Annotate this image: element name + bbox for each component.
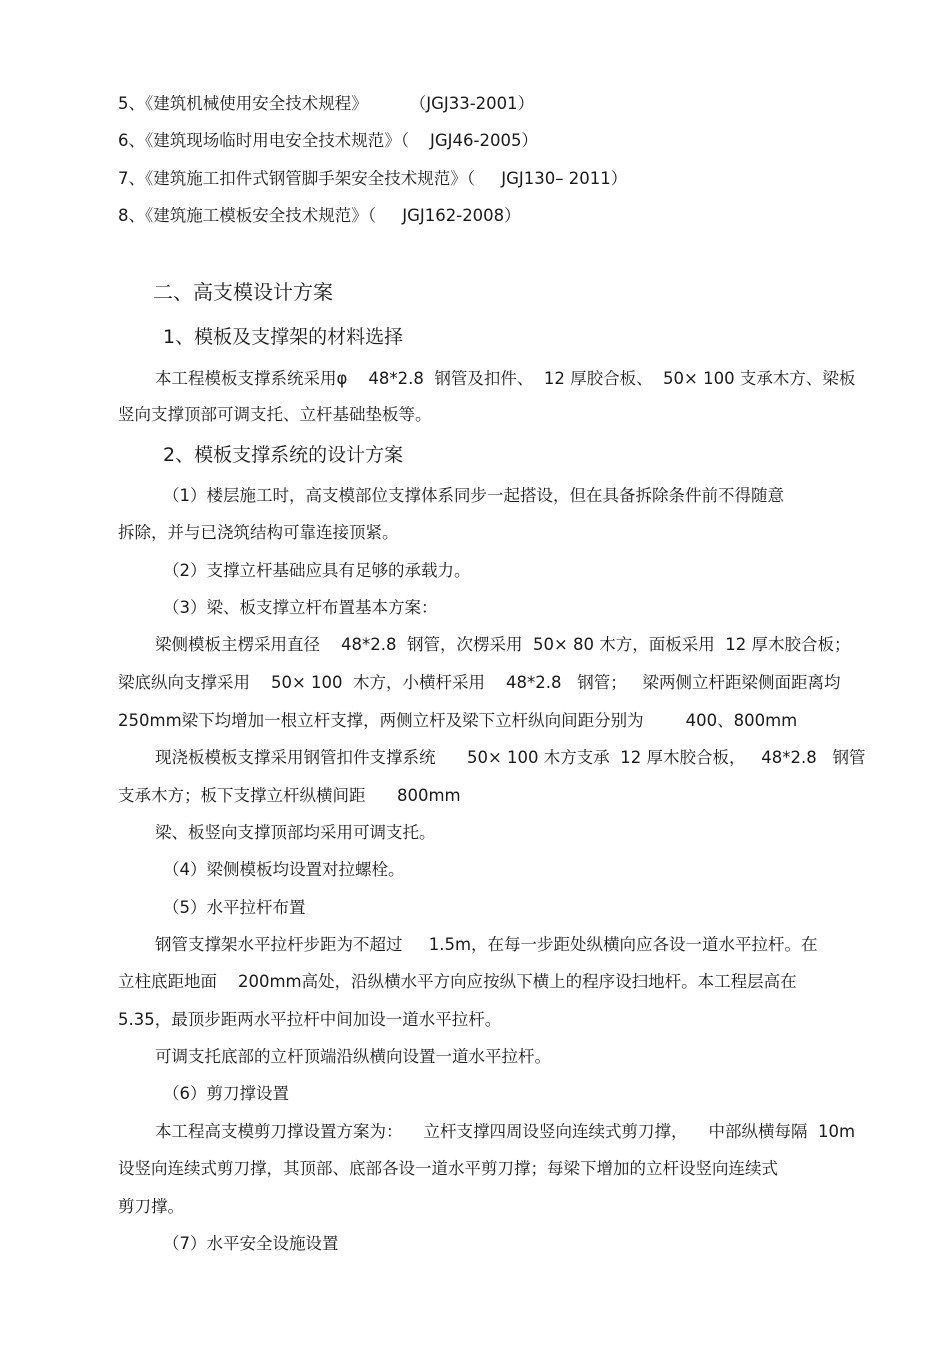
support-top-line: 梁、板竖向支撑顶部均采用可调支托。 [155,823,436,842]
reference-item-5: 5、《建筑机械使用安全技术规程》 （JGJ33-2001） [118,94,535,113]
item-7: （7）水平安全设施设置 [163,1234,339,1253]
horizontal-paragraph-line: 钢管支撑架水平拉杆步距为不超过 1.5m，在每一步距处纵横向应各设一道水平拉杆。在 [155,935,818,954]
horizontal-paragraph-line: 5.35，最顶步距两水平拉杆中间加设一道水平拉杆。 [118,1010,502,1029]
subsection-title-2: 2、模板支撑系统的设计方案 [163,444,404,466]
paragraph-line: 本工程模板支撑系统采用φ 48*2.8 钢管及扣件、 12 厚胶合板、 50× 100 支承木方、梁板 [155,369,856,388]
reference-item-8: 8、《建筑施工模板安全技术规范》（ JGJ162-2008） [118,206,521,225]
scissor-paragraph-line: 设竖向连续式剪刀撑，其顶部、底部各设一道水平剪刀撑；每梁下增加的立杆设竖向连续式 [118,1159,778,1178]
item-6: （6）剪刀撑设置 [163,1084,289,1103]
item-4: （4）梁侧模板均设置对拉螺栓。 [163,860,405,879]
scissor-paragraph-line: 本工程高支模剪刀撑设置方案为： 立杆支撑四周设竖向连续式剪刀撑， 中部纵横每隔 10m [155,1122,856,1141]
reference-item-7: 7、《建筑施工扣件式钢管脚手架安全技术规范》（ JGJ130– 2011） [118,169,628,188]
beam-paragraph-line: 梁底纵向支撑采用 50× 100 木方，小横杆采用 48*2.8 钢管； 梁两侧立杆距梁侧面距离均 [118,673,841,692]
item-3: （3）梁、板支撑立杆布置基本方案： [163,598,438,617]
item-5: （5）水平拉杆布置 [163,898,306,917]
beam-paragraph-line: 250mm梁下均增加一根立杆支撑，两侧立杆及梁下立杆纵向间距分别为 400、800mm [118,711,798,730]
paragraph-line: 竖向支撑顶部可调支托、立杆基础垫板等。 [118,405,432,424]
slab-paragraph-line: 现浇板模板支撑采用钢管扣件支撑系统 50× 100 木方支承 12 厚木胶合板， 48*2.8 钢管 [155,748,866,767]
scissor-paragraph-line: 剪刀撑。 [118,1197,184,1216]
item-2: （2）支撑立杆基础应具有足够的承载力。 [163,561,471,580]
horizontal-paragraph-line: 立柱底距地面 200mm高处，沿纵横水平方向应按纵下横上的程序设扫地杆。本工程层高在 [118,972,797,991]
item-1-line: 拆除，并与已浇筑结构可靠连接顶紧。 [118,523,399,542]
slab-paragraph-line: 支承木方；板下支撑立杆纵横间距 800mm [118,786,461,805]
adjustable-line: 可调支托底部的立杆顶端沿纵横向设置一道水平拉杆。 [155,1047,551,1066]
item-1-line: （1）楼层施工时，高支模部位支撑体系同步一起搭设，但在具备拆除条件前不得随意 [163,486,784,505]
beam-paragraph-line: 梁侧模板主楞采用直径 48*2.8 钢管，次楞采用 50× 80 木方，面板采用 12 厚木胶合板； [155,635,851,654]
reference-item-6: 6、《建筑现场临时用电安全技术规范》（ JGJ46-2005） [118,131,538,150]
section-title: 二、高支模设计方案 [153,280,333,304]
subsection-title-1: 1、模板及支撑架的材料选择 [163,326,404,348]
